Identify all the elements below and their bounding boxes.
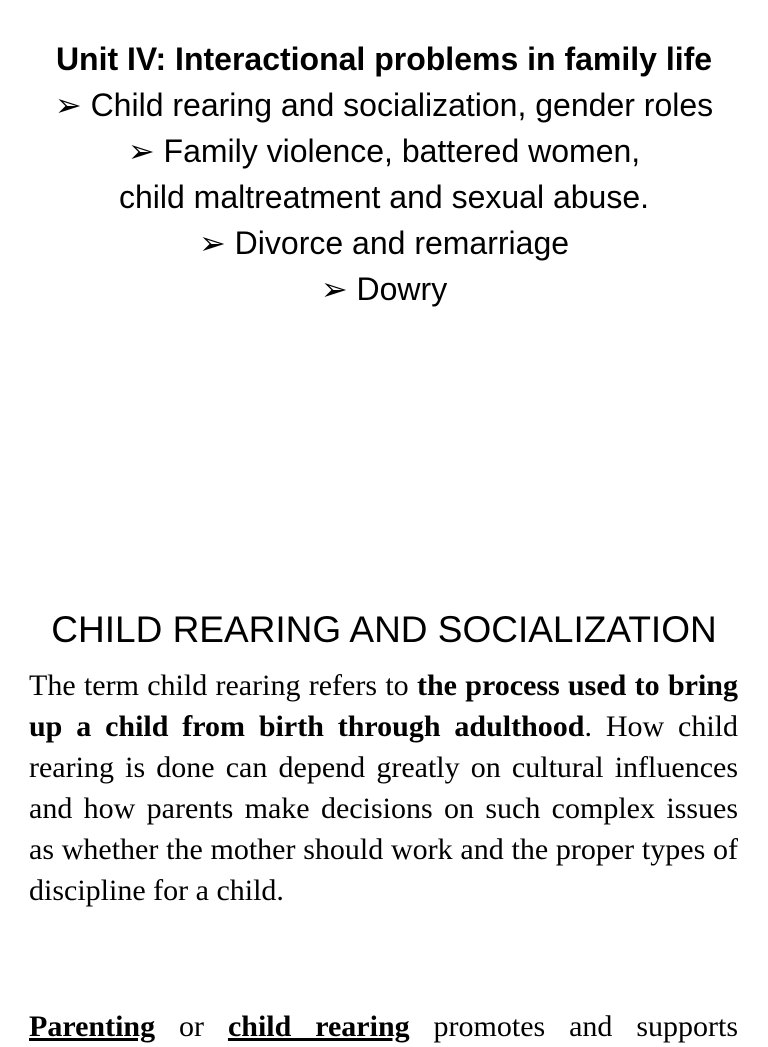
paragraph-rest: . How child rearing is done can depend greatly on cultural influences and how parents make decisions on such complex issues as whether the mother should work and the proper types of discipline for a child.	[29, 710, 738, 907]
paragraph-rest: promotes and supports	[409, 1010, 739, 1043]
parenting-paragraph	[29, 1006, 738, 1047]
topic-label: Dowry	[356, 271, 448, 307]
section-heading: CHILD REARING AND SOCIALIZATION	[51, 609, 717, 650]
topic-item-continuation	[40, 174, 728, 220]
topic-item	[40, 220, 728, 266]
paragraph-lead: The term child rearing refers to	[29, 669, 417, 702]
paragraph-connector: or	[155, 1010, 228, 1043]
paragraph-emphasis: the process used to bring up a child from birth through adulthood	[29, 669, 738, 743]
arrow-bullet-icon: ➢	[198, 225, 226, 261]
topic-label: child maltreatment and sexual abuse.	[118, 179, 650, 215]
child-rearing-term: child rearing	[227, 1010, 410, 1043]
parenting-term: Parenting	[29, 1010, 156, 1043]
topic-label: Family violence, battered women,	[163, 133, 641, 169]
unit-title: Unit IV: Interactional problems in family life	[55, 41, 713, 77]
topic-item	[40, 82, 728, 128]
topic-item	[40, 266, 728, 312]
arrow-bullet-icon: ➢	[127, 133, 155, 169]
slide-unit-overview	[40, 36, 728, 312]
topic-label: Child rearing and socialization, gender roles	[90, 87, 714, 123]
arrow-bullet-icon: ➢	[54, 87, 82, 123]
topic-item	[40, 128, 728, 174]
definition-paragraph	[29, 665, 738, 911]
topic-label: Divorce and remarriage	[234, 225, 570, 261]
arrow-bullet-icon: ➢	[320, 271, 348, 307]
